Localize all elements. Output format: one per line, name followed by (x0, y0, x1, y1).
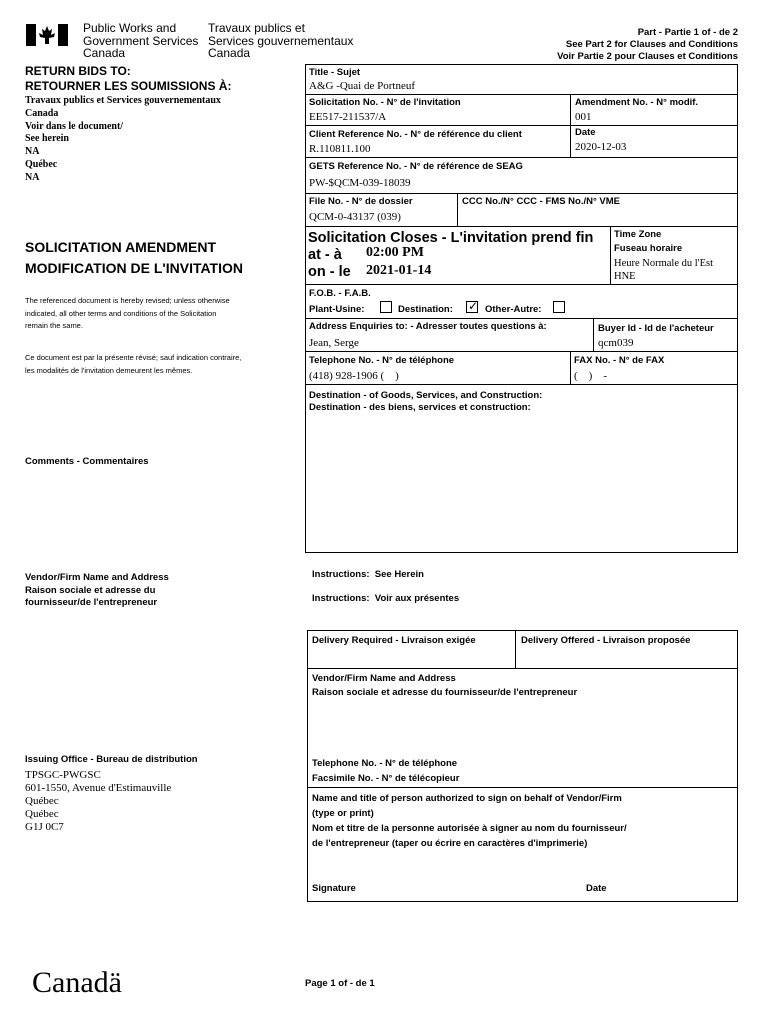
destination-goods-label-fr: Destination - des biens, services et construction: (309, 402, 531, 413)
destination-fob-label: Destination: (398, 304, 453, 315)
auth-line: (type or print) (312, 808, 374, 819)
office-line: G1J 0C7 (25, 821, 64, 833)
office-line: TPSGC-PWGSC (25, 769, 101, 781)
address-enquiries-label: Address Enquiries to: - Adresser toutes questions à: (309, 321, 547, 332)
department-name-en (83, 22, 198, 60)
delivery-required-label: Delivery Required - Livraison exigée (312, 635, 476, 646)
plant-usine-label: Plant-Usine: (309, 304, 365, 315)
destination-goods-label-en: Destination - of Goods, Services, and Construction: (309, 390, 543, 401)
department-name-fr (208, 22, 353, 60)
delivery-offered-label: Delivery Offered - Livraison proposée (521, 635, 691, 646)
client-ref-label: Client Reference No. - N° de référence du client (309, 129, 522, 140)
address-line: Canada (25, 107, 59, 119)
address-line: See herein (25, 133, 69, 145)
address-line: Travaux publics et Services gouvernementaux (25, 95, 221, 106)
authorized-person-label (312, 791, 627, 851)
title-value: A&G -Quai de Portneuf (309, 80, 416, 92)
page-number: Page 1 of - de 1 (305, 978, 375, 989)
fax-value: ( ) - (574, 370, 607, 382)
auth-line: de l'entrepreneur (taper ou écrire en caractères d'imprimerie) (312, 838, 588, 849)
file-no-label: File No. - N° de dossier (309, 196, 413, 207)
amendment-no-value: 001 (575, 111, 592, 123)
buyer-id-label: Buyer Id - Id de l'acheteur (598, 323, 714, 334)
timezone-value: Heure Normale du l'Est (614, 258, 713, 269)
other-autre-label: Other-Autre: (485, 304, 542, 315)
dept-fr-line: Canada (208, 46, 251, 60)
address-enquiries-value: Jean, Serge (309, 337, 359, 349)
amendment-text-line: remain the same. (25, 321, 83, 330)
other-checkbox[interactable] (553, 301, 565, 313)
solicitation-closes-title: Solicitation Closes - L'invitation prend fin (308, 230, 594, 246)
address-line: NA (25, 146, 40, 158)
vendor-phone-label: Telephone No. - N° de téléphone (312, 758, 458, 769)
return-bids-address (25, 95, 221, 185)
signature-date-label: Date (586, 883, 607, 894)
title-label: Title - Sujet (309, 67, 361, 78)
issuing-office-address (25, 769, 171, 834)
return-bids-heading (25, 64, 231, 94)
vendor-name-label-en: Vendor/Firm Name and Address (312, 673, 456, 684)
part-line: See Part 2 for Clauses and Conditions (565, 39, 738, 50)
office-line: Québec (25, 795, 59, 807)
timezone-label-fr: Fuseau horaire (614, 243, 683, 254)
comments-label: Comments - Commentaires (25, 456, 149, 467)
amendment-text-line: indicated, all other terms and conditions of the Solicitation (25, 308, 217, 318)
dept-en-line: Public Works and (83, 21, 177, 35)
closes-on-value: 2021-01-14 (366, 263, 432, 278)
plant-checkbox[interactable] (380, 301, 392, 313)
gets-ref-value: PW-$QCM-039-18039 (309, 177, 411, 189)
solicitation-no-label: Solicitation No. - N° de l'invitation (309, 97, 461, 108)
address-line: Voir dans le document/ (25, 120, 124, 132)
address-line: Québec (25, 158, 58, 170)
office-line: Québec (25, 808, 59, 820)
fob-label: F.O.B. - F.A.B. (309, 288, 371, 299)
gets-ref-label: GETS Reference No. - N° de référence de SEAG (309, 161, 523, 172)
amendment-no-label: Amendment No. - N° modif. (575, 97, 699, 108)
closes-on-label: on - le (308, 264, 351, 280)
part-line: Voir Partie 2 pour Clauses et Conditions (557, 51, 738, 62)
date-value: 2020-12-03 (575, 141, 627, 153)
return-bids-fr: RETOURNER LES SOUMISSIONS À: (25, 79, 232, 93)
signature-label: Signature (312, 883, 356, 894)
buyer-id-value: qcm039 (598, 337, 634, 349)
amendment-text-line: les modalités de l'invitation demeurent les mêmes. (25, 365, 193, 375)
timezone-label-en: Time Zone (614, 229, 662, 240)
amendment-text-line: Ce document est par la présente révisé; sauf indication contraire, (25, 353, 242, 362)
issuing-office-label: Issuing Office - Bureau de distribution (25, 754, 198, 765)
vendor-label-line: Vendor/Firm Name and Address (25, 572, 169, 583)
vendor-label-line: fournisseur/de l'entrepreneur (25, 597, 158, 608)
dept-en-line: Canada (83, 46, 126, 60)
date-label: Date (575, 127, 596, 138)
amendment-text-fr (25, 352, 241, 377)
office-line: 601-1550, Avenue d'Estimauville (25, 782, 172, 794)
amendment-text-en (25, 295, 230, 333)
solicitation-no-value: EE517-211537/A (309, 111, 387, 123)
amendment-title (25, 237, 243, 279)
file-no-value: QCM-0-43137 (039) (309, 211, 401, 223)
instructions-en: Instructions: See Herein (312, 569, 424, 580)
telephone-label: Telephone No. - N° de téléphone (309, 355, 455, 366)
canada-flag-logo (26, 24, 68, 46)
closes-at-value: 02:00 PM (366, 245, 424, 260)
checkmark-icon: ✓ (468, 299, 479, 313)
canada-wordmark: Canadä (32, 966, 122, 999)
dept-fr-line: Services gouvernementaux (208, 33, 354, 48)
dept-en-line: Government Services (83, 33, 199, 48)
vendor-label-line: Raison sociale et adresse du (25, 584, 156, 596)
ccc-no-label: CCC No./N° CCC - FMS No./N° VME (462, 196, 621, 207)
part-line: Part - Partie 1 of - de 2 (637, 27, 738, 38)
timezone-abbrev: HNE (614, 271, 636, 282)
client-ref-value: R.110811.100 (309, 143, 371, 155)
vendor-fax-label: Facsimile No. - N° de télécopieur (312, 773, 460, 784)
vendor-name-label-fr: Raison sociale et adresse du fournisseur/de l'entrepreneur (312, 687, 578, 698)
instructions-fr: Instructions: Voir aux présentes (312, 593, 460, 604)
auth-line: Name and title of person authorized to sign on behalf of Vendor/Firm (312, 793, 622, 804)
part-info (557, 27, 738, 63)
auth-line: Nom et titre de la personne autorisée à signer au nom du fournisseur/ (312, 823, 627, 834)
fax-label: FAX No. - N° de FAX (574, 355, 665, 366)
dept-fr-line: Travaux publics et (208, 21, 305, 35)
address-line: NA (25, 171, 40, 183)
amendment-title-en: SOLICITATION AMENDMENT (25, 239, 217, 255)
amendment-title-fr: MODIFICATION DE L'INVITATION (25, 260, 243, 276)
vendor-firm-label-left (25, 572, 169, 610)
telephone-value: (418) 928-1906 ( ) (309, 370, 399, 382)
return-bids-en: RETURN BIDS TO: (25, 64, 131, 78)
destination-checkbox[interactable] (466, 301, 478, 313)
amendment-text-line: The referenced document is hereby revised; unless otherwise (25, 296, 230, 305)
closes-at-label: at - à (308, 247, 342, 263)
